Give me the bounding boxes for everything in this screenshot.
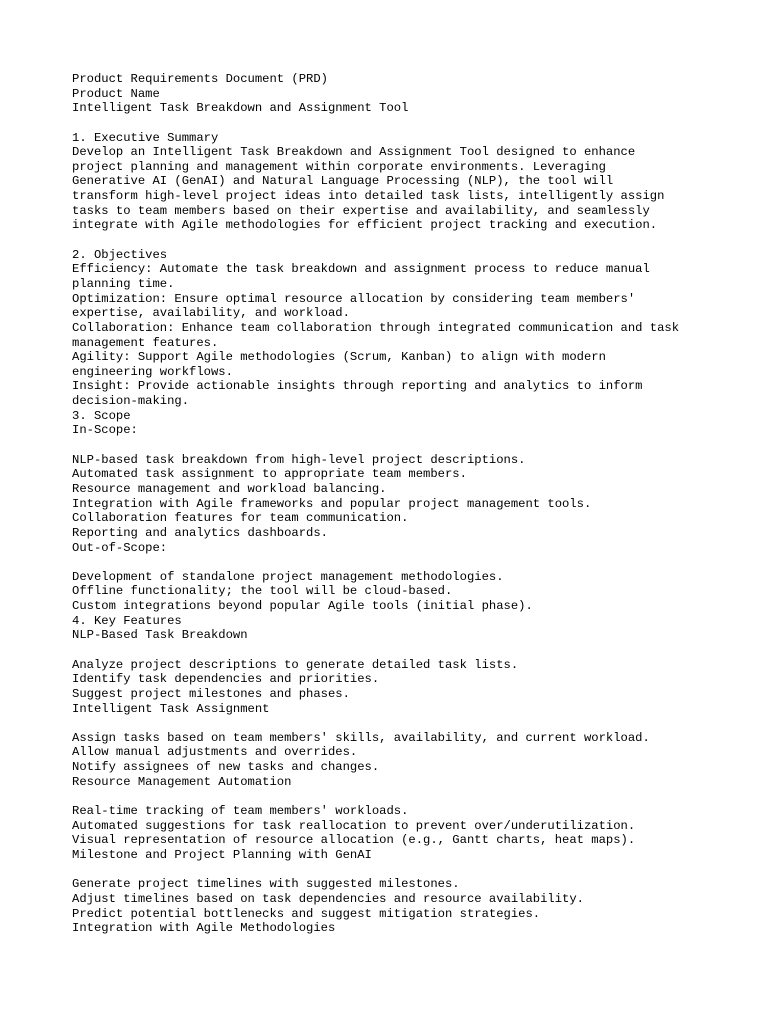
blank-line <box>72 643 722 658</box>
document-text-line: Resource management and workload balancing. <box>72 481 387 496</box>
blank-line <box>72 716 722 731</box>
document-text-line: Collaboration features for team communication. <box>72 511 409 526</box>
document-text-line: Efficiency: Automate the task breakdown and assignment process to reduce manual <box>72 262 650 277</box>
document-text-line: engineering workflows. <box>72 364 233 379</box>
blank-line <box>72 438 722 453</box>
document-text-line: Product Name <box>72 86 160 101</box>
document-page <box>72 72 722 936</box>
document-text-line: Milestone and Project Planning with GenAI <box>72 847 372 862</box>
document-text-line: transform high-level project ideas into detailed task lists, intelligently assign <box>72 189 665 204</box>
document-text-line: Adjust timelines based on task dependencies and resource availability. <box>72 891 584 906</box>
blank-line <box>72 116 722 131</box>
document-text-line: decision-making. <box>72 394 190 409</box>
document-text-line: Analyze project descriptions to generate detailed task lists. <box>72 657 519 672</box>
document-text-line: Visual representation of resource allocation (e.g., Gantt charts, heat maps). <box>72 833 636 848</box>
document-text-line: Intelligent Task Breakdown and Assignment Tool <box>72 101 409 116</box>
document-text-line: project planning and management within corporate environments. Leveraging <box>72 159 606 174</box>
document-text-line: Integration with Agile frameworks and popular project management tools. <box>72 496 592 511</box>
document-text-line: 3. Scope <box>72 408 131 423</box>
document-text-line: Integration with Agile Methodologies <box>72 921 336 936</box>
document-text-line: Allow manual adjustments and overrides. <box>72 745 358 760</box>
blank-line <box>72 789 722 804</box>
document-text-line: Custom integrations beyond popular Agile tools (initial phase). <box>72 599 533 614</box>
document-text-line: Notify assignees of new tasks and changes. <box>72 760 380 775</box>
document-text-line: NLP-Based Task Breakdown <box>72 628 248 643</box>
document-text-line: In-Scope: <box>72 423 138 438</box>
document-text-line: Generative AI (GenAI) and Natural Language Processing (NLP), the tool will <box>72 174 614 189</box>
document-text-line: Assign tasks based on team members' skills, availability, and current workload. <box>72 730 650 745</box>
document-text-line: 4. Key Features <box>72 613 182 628</box>
document-text-line: Offline functionality; the tool will be cloud-based. <box>72 584 453 599</box>
document-text-line: integrate with Agile methodologies for efficient project tracking and execution. <box>72 218 658 233</box>
document-text-line: Suggest project milestones and phases. <box>72 686 350 701</box>
document-text-line: Develop an Intelligent Task Breakdown and Assignment Tool designed to enhance <box>72 145 636 160</box>
document-text-line: tasks to team members based on their expertise and availability, and seamlessly <box>72 203 650 218</box>
document-text-line: Identify task dependencies and priorities. <box>72 672 380 687</box>
document-text-line: Optimization: Ensure optimal resource allocation by considering team members' <box>72 291 636 306</box>
document-text-line: Collaboration: Enhance team collaboration through integrated communication and task <box>72 320 680 335</box>
document-text-line: Automated suggestions for task reallocation to prevent over/underutilization. <box>72 818 636 833</box>
document-text-line: expertise, availability, and workload. <box>72 306 350 321</box>
document-text-line: NLP-based task breakdown from high-level project descriptions. <box>72 452 526 467</box>
document-text-line: 1. Executive Summary <box>72 130 219 145</box>
document-text-line: Insight: Provide actionable insights through reporting and analytics to inform <box>72 379 643 394</box>
document-text-line: Automated task assignment to appropriate team members. <box>72 467 467 482</box>
document-text-line: Resource Management Automation <box>72 774 292 789</box>
document-text-line: Out-of-Scope: <box>72 540 168 555</box>
document-text-line: Real-time tracking of team members' workloads. <box>72 804 409 819</box>
document-text-line: management features. <box>72 335 219 350</box>
document-text-line: Reporting and analytics dashboards. <box>72 525 328 540</box>
blank-line <box>72 233 722 248</box>
blank-line <box>72 555 722 570</box>
document-text-line: Agility: Support Agile methodologies (Scrum, Kanban) to align with modern <box>72 350 606 365</box>
document-text-line: Product Requirements Document (PRD) <box>72 72 328 86</box>
document-text-line: 2. Objectives <box>72 247 168 262</box>
document-text-line: Generate project timelines with suggested milestones. <box>72 877 460 892</box>
blank-line <box>72 863 722 878</box>
document-text-line: Predict potential bottlenecks and suggest mitigation strategies. <box>72 906 541 921</box>
document-text-line: Development of standalone project management methodologies. <box>72 569 504 584</box>
document-text-line: Intelligent Task Assignment <box>72 701 270 716</box>
document-text-line: planning time. <box>72 276 175 291</box>
